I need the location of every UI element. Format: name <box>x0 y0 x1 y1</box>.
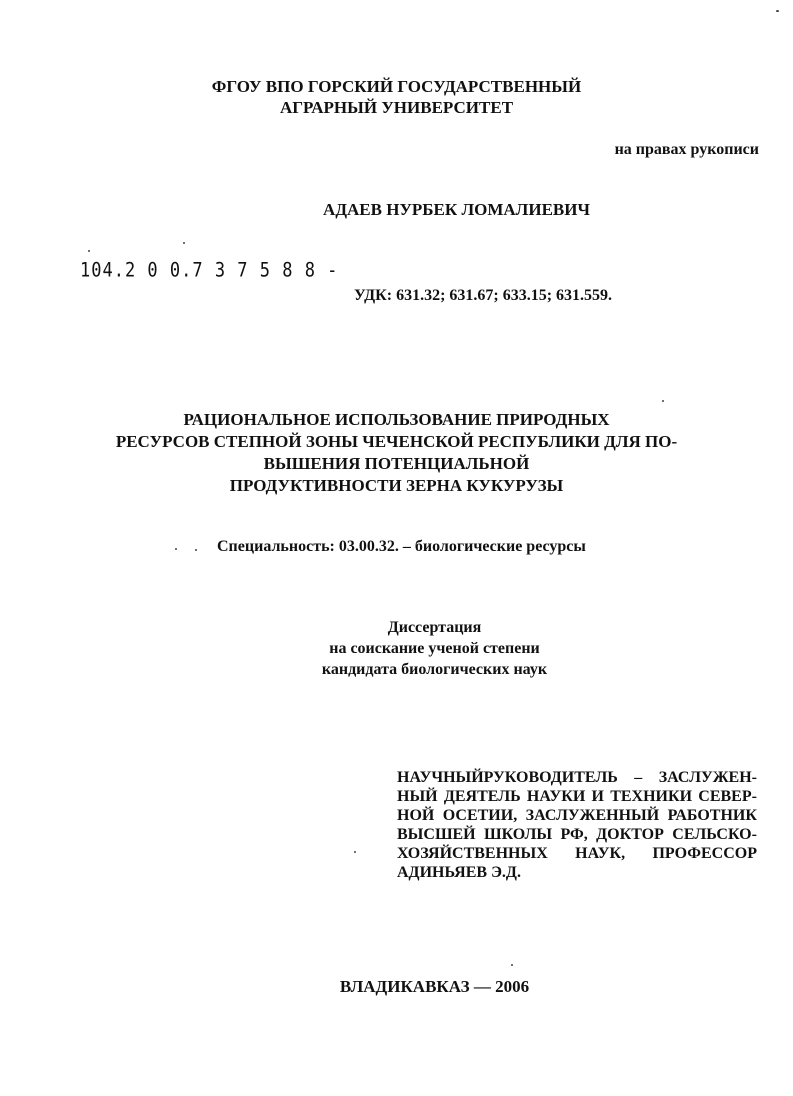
supervisor-word: РАБОТНИК <box>667 807 757 824</box>
scientific-supervisor <box>397 768 757 882</box>
thesis-line-1: Диссертация <box>387 619 482 636</box>
supervisor-word: ЗАСЛУЖЕННЫЙ <box>525 807 660 824</box>
thesis-line-3: кандидата биологических наук <box>321 661 548 678</box>
city-year: ВЛАДИКАВКАЗ — 2006 <box>339 977 530 996</box>
title-line: РЕСУРСОВ СТЕПНОЙ ЗОНЫ ЧЕЧЕНСКОЙ РЕСПУБЛИКИ ДЛЯ ПО- <box>115 432 678 451</box>
scan-speck <box>511 964 513 966</box>
udk-codes: УДК: 631.32; 631.67; 633.15; 631.559. <box>354 287 613 304</box>
thesis-description <box>0 617 793 680</box>
supervisor-word: ДОКТОР <box>596 826 664 843</box>
supervisor-word: РФ, <box>560 826 588 843</box>
supervisor-word: НЫЙ <box>397 788 438 805</box>
title-line: ВЫШЕНИЯ ПОТЕНЦИАЛЬНОЙ <box>263 454 530 473</box>
institution-header <box>0 76 793 118</box>
supervisor-word: НАУКИ <box>526 788 586 805</box>
supervisor-line-4 <box>397 825 757 844</box>
supervisor-word: И <box>591 788 604 805</box>
institution-line-2: АГРАРНЫЙ УНИВЕРСИТЕТ <box>279 98 514 117</box>
title-line: РАЦИОНАЛЬНОЕ ИСПОЛЬЗОВАНИЕ ПРИРОДНЫХ <box>183 410 610 429</box>
supervisor-word: ХОЗЯЙСТВЕННЫХ <box>397 845 548 862</box>
supervisor-word: НАУЧНЫЙРУКОВОДИТЕЛЬ <box>397 769 618 786</box>
scan-speck <box>776 10 779 12</box>
institution-line-1: ФГОУ ВПО ГОРСКИЙ ГОСУДАРСТВЕННЫЙ <box>211 77 582 96</box>
supervisor-word: ТЕХНИКИ <box>610 788 693 805</box>
supervisor-word: ОСЕТИИ, <box>442 807 518 824</box>
supervisor-word: ШКОЛЫ <box>484 826 553 843</box>
supervisor-line-3 <box>397 806 757 825</box>
title-line: ПРОДУКТИВНОСТИ ЗЕРНА КУКУРУЗЫ <box>229 476 564 495</box>
registry-stamp: 104.2 0 0.7 3 7 5 8 8 - <box>80 259 339 283</box>
supervisor-word: ЗАСЛУЖЕН- <box>658 769 757 786</box>
scan-speck <box>662 400 664 402</box>
supervisor-line-6 <box>397 863 757 882</box>
scan-speck <box>183 242 185 244</box>
supervisor-word: – <box>634 769 643 786</box>
thesis-line-2: на соискание ученой степени <box>329 640 540 657</box>
supervisor-word: НОЙ <box>397 807 435 824</box>
supervisor-line-5 <box>397 844 757 863</box>
scan-speck <box>354 851 356 853</box>
supervisor-word: СЕВЕР- <box>698 788 757 805</box>
author-name: АДАЕВ НУРБЕК ЛОМАЛИЕВИЧ <box>323 200 590 219</box>
manuscript-note: на правах рукописи <box>614 141 759 158</box>
supervisor-word: ДЕЯТЕЛЬ <box>443 788 521 805</box>
dissertation-title <box>0 409 793 497</box>
supervisor-word: ВЫСШЕЙ <box>397 826 476 843</box>
specialty-line: Специальность: 03.00.32. – биологические ресурсы <box>217 538 586 555</box>
supervisor-word: ПРОФЕССОР <box>652 845 757 862</box>
scan-speck <box>175 548 177 550</box>
supervisor-name: АДИНЬЯЕВ Э.Д. <box>397 864 521 881</box>
supervisor-line-2 <box>397 787 757 806</box>
scan-speck <box>88 250 90 252</box>
scan-speck <box>195 549 197 551</box>
supervisor-word: СЕЛЬСКО- <box>672 826 757 843</box>
supervisor-line-1 <box>397 768 757 787</box>
supervisor-word: НАУК, <box>575 845 626 862</box>
